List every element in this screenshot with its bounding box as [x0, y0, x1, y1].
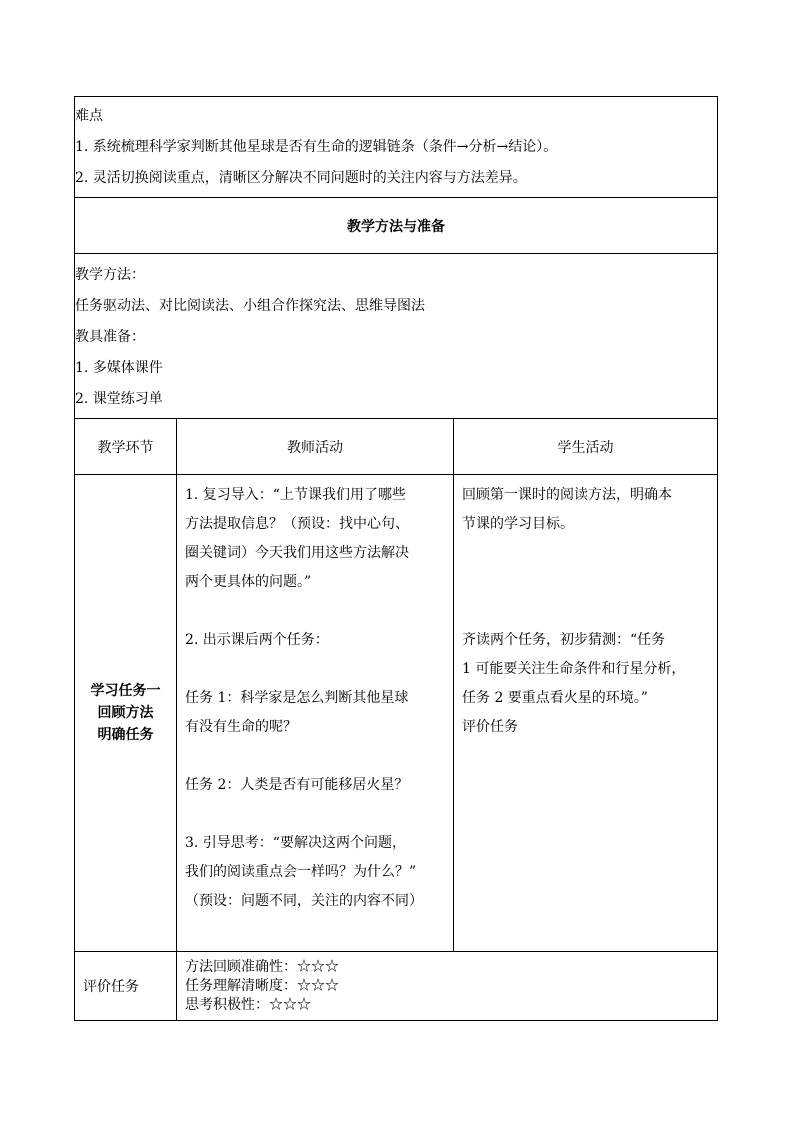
- difficulty-item: 2. 灵活切换阅读重点，清晰区分解决不同问题时的关注内容与方法差异。: [75, 170, 527, 186]
- stage-line: 明确任务: [97, 727, 154, 743]
- methods-row: [75, 254, 718, 419]
- teacher-text: 我们的阅读重点会一样吗？为什么？”: [185, 864, 417, 880]
- difficulty-cell: [75, 97, 718, 198]
- teacher-text: 方法提取信息？（预设：找中心句、: [185, 516, 409, 532]
- evaluation-cell: [177, 952, 718, 1021]
- methods-title-row: [75, 198, 718, 254]
- header-stage: 教学环节: [75, 419, 177, 475]
- stage-line: 回顾方法: [97, 705, 154, 721]
- teacher-text: 圈关键词）今天我们用这些方法解决: [185, 545, 409, 561]
- teacher-text: 2. 出示课后两个任务：: [185, 632, 329, 648]
- difficulty-item: 1. 系统梳理科学家判断其他星球是否有生命的逻辑链条（条件→分析→结论）。: [75, 139, 558, 155]
- difficulty-title: 难点: [75, 108, 103, 124]
- student-text: 节课的学习目标。: [462, 516, 574, 532]
- teacher-text: 任务 2：人类是否有可能移居火星？: [185, 777, 409, 793]
- difficulty-row: [75, 97, 718, 198]
- methods-label: 教学方法：: [75, 267, 145, 283]
- student-text: 任务 2 要重点看火星的环境。”: [462, 690, 648, 706]
- teacher-activity-cell: [177, 475, 454, 952]
- methods-cell: [75, 254, 718, 419]
- teacher-text: 3. 引导思考：“要解决这两个问题，: [185, 835, 406, 851]
- header-teacher: 教师活动: [177, 419, 454, 475]
- evaluation-label: 评价任务: [75, 952, 177, 1021]
- student-text: 1 可能要关注生命条件和行星分析，: [462, 661, 686, 677]
- evaluation-item: 方法回顾准确性：☆☆☆: [185, 959, 339, 975]
- student-activity-cell: [454, 475, 718, 952]
- teacher-text: 任务 1：科学家是怎么判断其他星球: [185, 690, 409, 706]
- stage-cell: [75, 475, 177, 952]
- teacher-text: 1. 复习导入：“上节课我们用了哪些: [185, 487, 406, 503]
- prep-item: 2. 课堂练习单: [75, 391, 163, 407]
- lesson-plan-table: [74, 96, 718, 1021]
- prep-label: 教具准备：: [75, 329, 145, 345]
- student-text: 齐读两个任务，初步猜测：“任务: [462, 632, 666, 648]
- header-student: 学生活动: [454, 419, 718, 475]
- evaluation-row: [75, 952, 718, 1021]
- student-text: 回顾第一课时的阅读方法，明确本: [462, 487, 672, 503]
- evaluation-item: 任务理解清晰度：☆☆☆: [185, 978, 339, 994]
- section-title: 教学方法与准备: [75, 198, 718, 254]
- stage-line: 学习任务一: [90, 683, 161, 699]
- student-text: 评价任务: [462, 719, 518, 735]
- table-header-row: [75, 419, 718, 475]
- prep-item: 1. 多媒体课件: [75, 360, 163, 376]
- evaluation-item: 思考积极性：☆☆☆: [185, 997, 311, 1013]
- activity-row: [75, 475, 718, 952]
- teacher-text: 有没有生命的呢？: [185, 719, 297, 735]
- teacher-text: （预设：问题不同，关注的内容不同）: [185, 893, 423, 909]
- methods-text: 任务驱动法、对比阅读法、小组合作探究法、思维导图法: [75, 298, 425, 314]
- teacher-text: 两个更具体的问题。”: [185, 574, 312, 590]
